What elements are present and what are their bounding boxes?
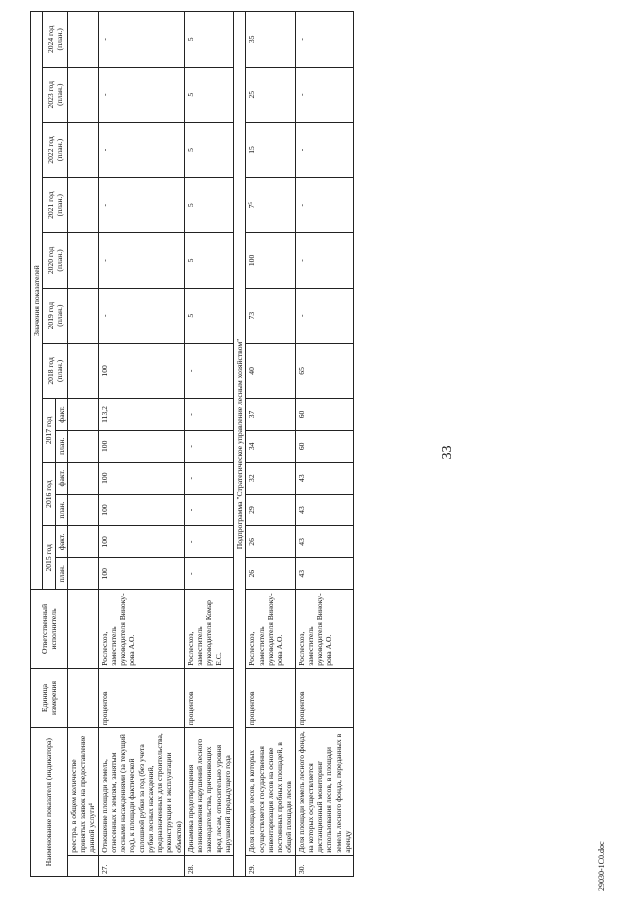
- value-2019-plan: 5: [184, 288, 233, 343]
- table-row: [246, 12, 295, 877]
- row-indicator-name: Динамика предотвращения возникновения нарушений лесного законодательства, причиняющих вред лесам, относительно уровня нарушений предыдущего года: [184, 728, 233, 856]
- value-2016-plan: 29: [246, 494, 295, 526]
- value-2022-plan: -: [98, 122, 184, 177]
- value-2015-plan: 43: [295, 558, 354, 590]
- value-2018-plan: 40: [246, 343, 295, 398]
- value-2024-plan: 35: [246, 12, 295, 68]
- header-responsible: Ответственный исполнитель: [31, 590, 68, 669]
- value-2020-plan: 5: [184, 233, 233, 288]
- header-plan-2022: 2022 год (план.): [43, 122, 68, 177]
- row-index: 27.: [98, 855, 184, 876]
- header-plan-2020: 2020 год (план.): [43, 233, 68, 288]
- table-row: [98, 12, 184, 877]
- header-2016-fact: факт.: [55, 462, 67, 494]
- value-2015-plan: 100: [98, 558, 184, 590]
- header-plan-2019: 2019 год (план.): [43, 288, 68, 343]
- row-indicator-name: Отношение площади земель, отнесенных к землям, занятым лесными насаждениями (за текущий год), к площади фактической сплошной рубки за год (без учета рубки лесных насаждений, предназначенных для строительства, реконструкции и эксплуатации объектов): [98, 728, 184, 856]
- value-2021-plan: -: [98, 178, 184, 233]
- value-2016-fact: 100: [98, 462, 184, 494]
- value-2024-plan: -: [295, 12, 354, 68]
- value-2015-plan: -: [184, 558, 233, 590]
- value-2018-plan: 65: [295, 343, 354, 398]
- value-2016-fact: 43: [295, 462, 354, 494]
- row-indicator-name: Доля площади лесов, в которых осуществляется государственная инвентаризация лесов на основе постоянных пробных площадей, в общей площади лесов: [246, 728, 295, 856]
- continuation-text: реестра, в общем количестве принятых заявок на предоставление данной услуги⁴: [67, 728, 98, 856]
- header-plan-2021: 2021 год (план.): [43, 178, 68, 233]
- value-2015-fact: 26: [246, 526, 295, 558]
- value-2021-plan: 5: [184, 178, 233, 233]
- header-plan-2024: 2024 год (план.): [43, 12, 68, 68]
- value-2022-plan: -: [295, 122, 354, 177]
- table-header: [31, 12, 68, 877]
- value-2020-plan: -: [98, 233, 184, 288]
- value-2019-plan: 73: [246, 288, 295, 343]
- header-values-group: Значения показателей: [31, 12, 43, 590]
- row-indicator-name: Доля площади земель лесного фонда, на которых осуществляется дистанционный мониторинг использования лесов, в площади земель лесного фонда, переданных в аренду: [295, 728, 354, 856]
- table-row: [184, 12, 233, 877]
- header-indicator-name: Наименование показателя (индикатора): [31, 728, 68, 877]
- value-2022-plan: 15: [246, 122, 295, 177]
- value-2024-plan: -: [98, 12, 184, 68]
- table-row-continuation: [67, 12, 98, 877]
- header-2017-fact: факт.: [55, 399, 67, 431]
- value-2017-plan: 34: [246, 430, 295, 462]
- header-year-2017: 2017 год: [43, 399, 55, 463]
- value-2015-fact: -: [184, 526, 233, 558]
- value-2020-plan: 100: [246, 233, 295, 288]
- header-plan-2018: 2018 год (план.): [43, 343, 68, 398]
- value-2017-fact: -: [184, 399, 233, 431]
- value-2017-plan: 60: [295, 430, 354, 462]
- row-responsible: Рослесхоз, заместитель руководителя Виноку-рова А.О.: [98, 590, 184, 669]
- header-year-2015: 2015 год: [43, 526, 55, 590]
- value-2018-plan: 100: [98, 343, 184, 398]
- value-2023-plan: 5: [184, 67, 233, 122]
- value-2022-plan: 5: [184, 122, 233, 177]
- subprogram-title: Подпрограмма "Стратегическое управление лесным хозяйством": [234, 12, 246, 877]
- row-unit: процентов: [98, 668, 184, 727]
- header-plan-2023: 2023 год (план.): [43, 67, 68, 122]
- value-2016-fact: 32: [246, 462, 295, 494]
- subprogram-row: [234, 12, 246, 877]
- value-2017-fact: 60: [295, 399, 354, 431]
- value-2016-fact: -: [184, 462, 233, 494]
- row-index: 28.: [184, 855, 233, 876]
- value-2017-plan: -: [184, 430, 233, 462]
- page-number: 33: [440, 445, 455, 460]
- header-2016-plan: план.: [55, 494, 67, 526]
- value-2016-plan: 100: [98, 494, 184, 526]
- header-2015-plan: план.: [55, 558, 67, 590]
- value-2021-plan: -: [295, 178, 354, 233]
- document-footer: 29030-1С0.doc: [597, 841, 606, 891]
- value-2018-plan: -: [184, 343, 233, 398]
- value-2015-fact: 43: [295, 526, 354, 558]
- value-2017-fact: 113,2: [98, 399, 184, 431]
- header-2015-fact: факт.: [55, 526, 67, 558]
- value-2015-fact: 100: [98, 526, 184, 558]
- header-unit: Единица измерения: [31, 668, 68, 727]
- header-2017-plan: план.: [55, 430, 67, 462]
- value-2020-plan: -: [295, 233, 354, 288]
- value-2021-plan: 7⁵: [246, 178, 295, 233]
- row-unit: процентов: [295, 668, 354, 727]
- value-2017-fact: 37: [246, 399, 295, 431]
- value-2015-plan: 26: [246, 558, 295, 590]
- row-responsible: Рослесхоз, заместитель руководителя Виноку-рова А.О.: [246, 590, 295, 669]
- value-2017-plan: 100: [98, 430, 184, 462]
- row-index: 29.: [246, 855, 295, 876]
- value-2016-plan: 43: [295, 494, 354, 526]
- value-2023-plan: -: [295, 67, 354, 122]
- row-responsible: Рослесхоз, заместитель руководителя Комар Е.С.: [184, 590, 233, 669]
- table-row: [295, 12, 354, 877]
- value-2023-plan: 25: [246, 67, 295, 122]
- row-unit: процентов: [246, 668, 295, 727]
- value-2019-plan: -: [98, 288, 184, 343]
- indicators-table: [30, 11, 354, 877]
- value-2019-plan: -: [295, 288, 354, 343]
- row-index: 30.: [295, 855, 354, 876]
- row-responsible: Рослесхоз, заместитель руководителя Виноку-рова А.О.: [295, 590, 354, 669]
- value-2024-plan: 5: [184, 12, 233, 68]
- header-year-2016: 2016 год: [43, 462, 55, 526]
- value-2016-plan: -: [184, 494, 233, 526]
- value-2023-plan: -: [98, 67, 184, 122]
- row-unit: процентов: [184, 668, 233, 727]
